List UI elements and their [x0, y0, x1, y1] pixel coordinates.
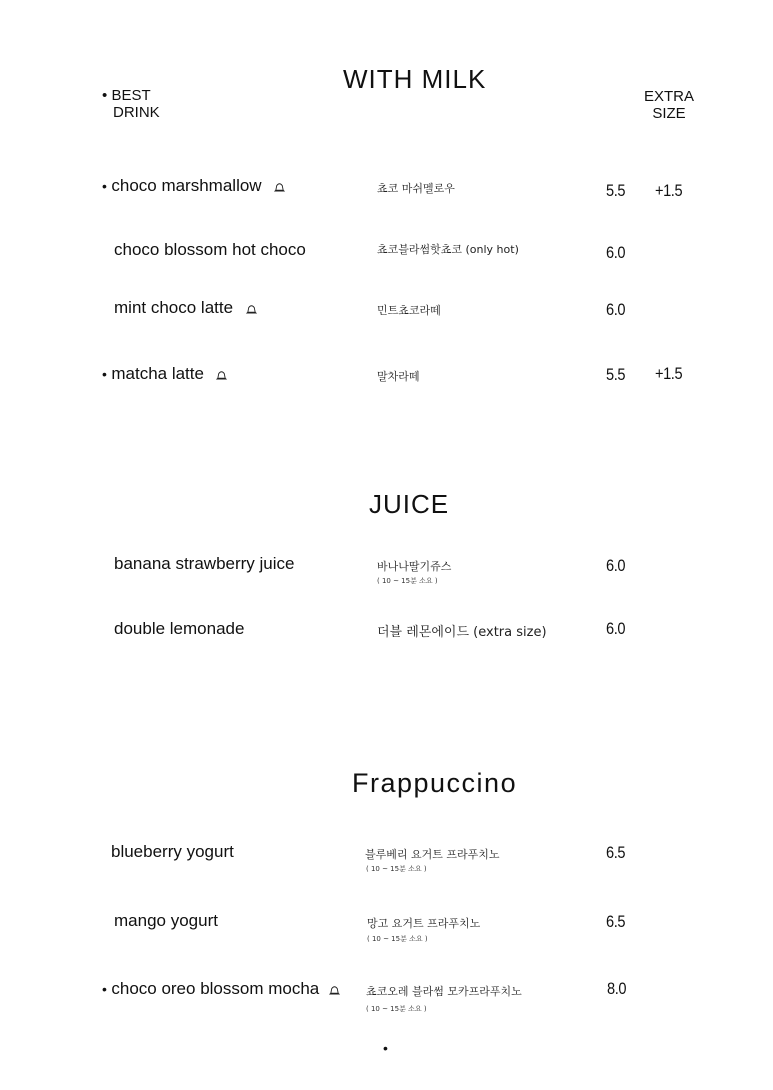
item-price: 5.5	[606, 365, 626, 384]
menu-item-choco-marshmallow	[102, 176, 285, 196]
item-price: 5.5	[606, 181, 626, 200]
best-bullet: •	[102, 87, 108, 104]
item-name: choco blossom hot choco	[114, 240, 306, 259]
item-price: 6.0	[606, 300, 626, 319]
section-title-frappuccino: Frappuccino	[352, 768, 518, 798]
best-bullet: •	[102, 981, 107, 997]
menu-item-mint-choco-latte	[114, 298, 257, 318]
item-korean: 민트쵸코라떼	[377, 304, 441, 317]
item-price: 6.0	[606, 619, 626, 638]
extra-line1: EXTRA	[644, 88, 695, 105]
item-name: mint choco latte	[114, 298, 234, 317]
item-price: 6.0	[606, 243, 626, 262]
cup-icon	[216, 369, 227, 380]
item-name: double lemonade	[114, 619, 245, 638]
item-korean: 더블 레몬에이드 (extra size)	[377, 625, 547, 640]
item-name: blueberry yogurt	[111, 842, 234, 861]
item-korean: 쵸코블라썸핫쵸코 (only hot)	[377, 243, 519, 256]
best-drink-label	[102, 87, 160, 121]
section-title-with-milk: WITH MILK	[343, 64, 487, 94]
cup-icon	[329, 984, 340, 995]
best-line1: BEST	[111, 87, 151, 104]
item-name: matcha latte	[111, 364, 204, 383]
item-name: choco oreo blossom mocha	[111, 979, 320, 998]
cup-icon	[246, 303, 257, 314]
item-note: ( 10 ~ 15분 소요 )	[377, 577, 438, 585]
item-note: ( 10 ~ 15분 소요 )	[366, 865, 427, 873]
cup-icon	[274, 181, 285, 192]
item-price: 6.5	[606, 843, 626, 862]
extra-size-label	[644, 88, 694, 122]
item-korean: 망고 요거트 프라푸치노	[367, 917, 481, 930]
item-extra-price: +1.5	[655, 364, 683, 383]
item-name: mango yogurt	[114, 911, 218, 930]
best-bullet: •	[102, 366, 107, 382]
extra-line2: SIZE	[652, 105, 686, 122]
best-bullet: •	[102, 178, 107, 194]
item-price: 6.0	[606, 556, 626, 575]
item-korean: 말차라떼	[377, 370, 420, 383]
item-price: 6.5	[606, 912, 626, 931]
menu-item-choco-oreo-blossom-mocha	[102, 979, 340, 999]
item-name: choco marshmallow	[111, 176, 262, 195]
section-title-juice: JUICE	[369, 489, 450, 519]
best-line2: DRINK	[113, 104, 160, 121]
footer-mark: •	[383, 1040, 388, 1056]
item-korean: 블루베리 요거트 프라푸치노	[365, 848, 500, 861]
item-extra-price: +1.5	[655, 181, 683, 200]
menu-item-matcha-latte	[102, 364, 227, 384]
item-note: ( 10 ~ 15분 소요 )	[366, 1005, 427, 1013]
item-korean: 바나나딸기쥬스	[377, 560, 452, 573]
item-korean: 쵸코 마쉬멜로우	[377, 182, 455, 195]
item-name: banana strawberry juice	[114, 554, 295, 573]
item-price: 8.0	[607, 979, 627, 998]
item-note: ( 10 ~ 15분 소요 )	[367, 935, 428, 943]
item-korean: 쵸코오레 블라썸 모카프라푸치노	[366, 985, 522, 998]
